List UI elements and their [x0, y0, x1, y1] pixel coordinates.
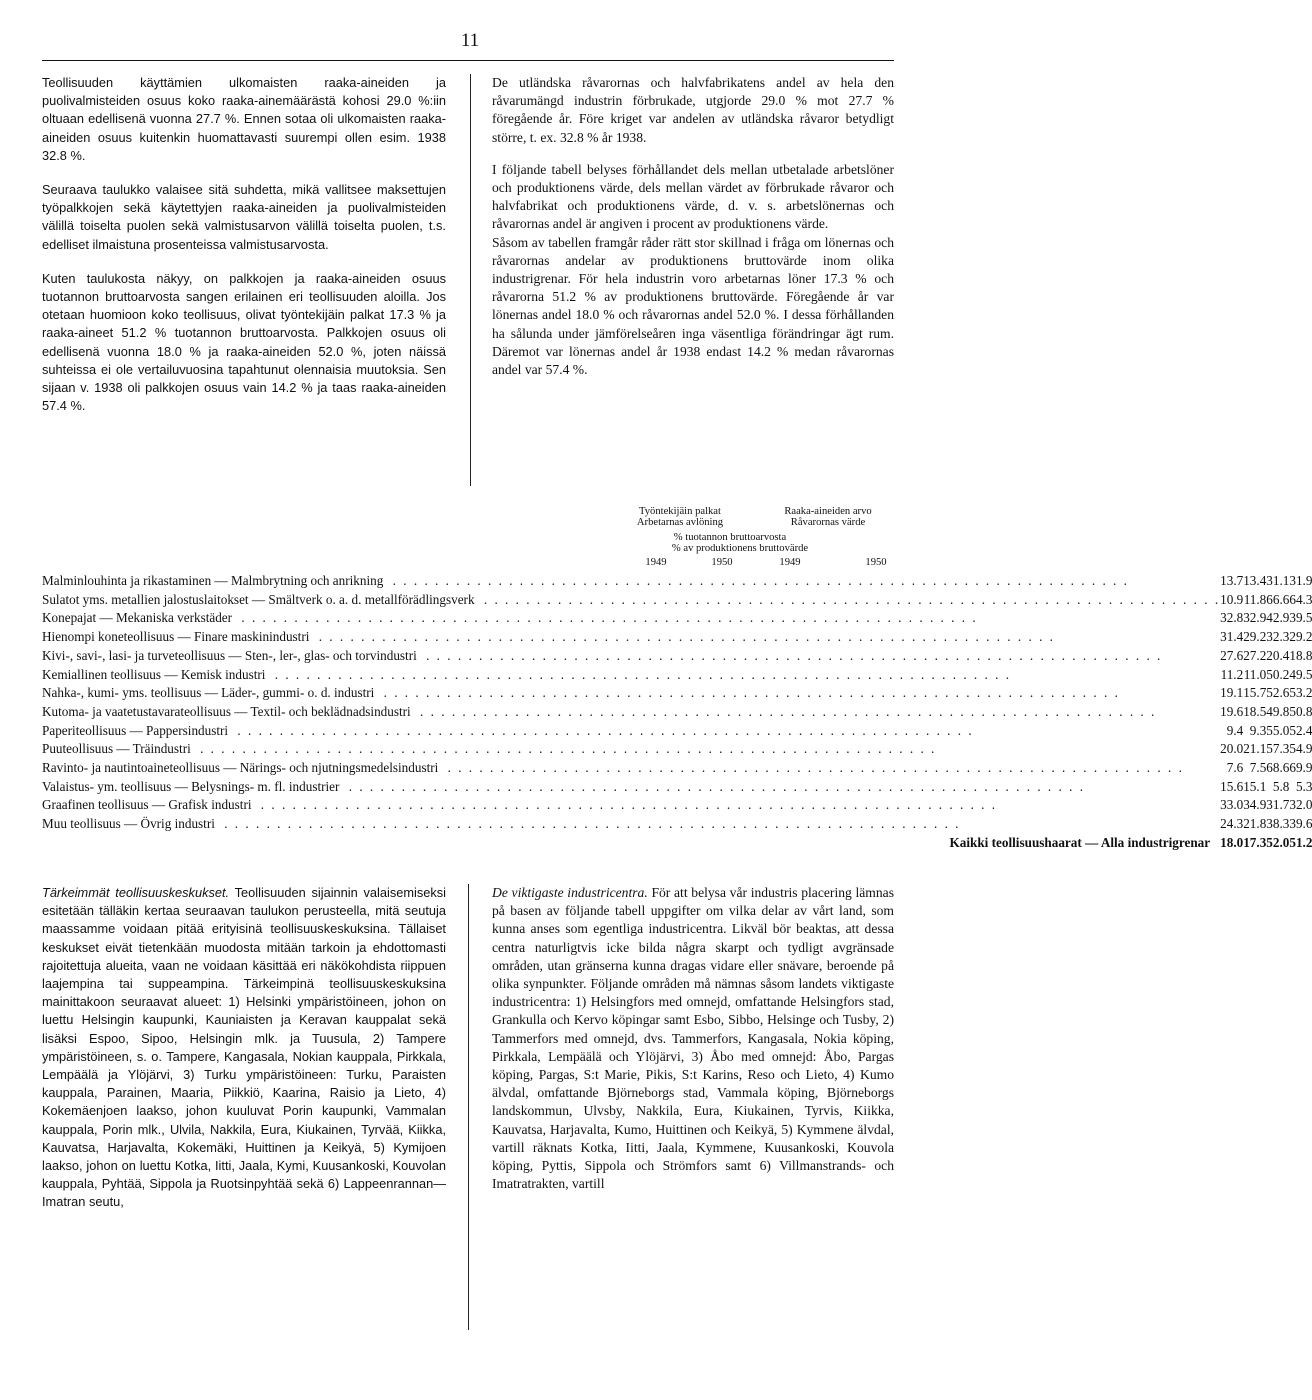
fi-paragraph-centres [42, 884, 446, 1212]
row-label-text: Sulatot yms. metallien jalostuslaitokset — Smältverk o. a. d. metallförädlingsverk [42, 592, 479, 607]
row-value: 5.3 [1295, 778, 1312, 794]
row-value: 21.8 [1243, 816, 1267, 832]
row-value: 29.2 [1243, 629, 1267, 645]
row-value: 15.7 [1243, 685, 1267, 701]
fi-paragraph: Seuraava taulukko valaisee sitä suhdetta, mikä vallitsee maksettujen työpalkkojen sekä käytettyjen raaka-aineiden ja puolivalmisteiden välillä toiselta puolen sekä valmistusarvon välillä toiselta puolen, t.s. edelliset ilmaistuna prosenteissa valmistusarvosta. [42, 182, 446, 252]
row-value: 19.1 [1220, 685, 1244, 701]
row-label [42, 666, 1220, 685]
leader-dots: . . . . . . . . . . . . . . . . . . . . . . . . . . . . . . . . . . . . . . . . . . . . . . . . . . . . . . . . . . . . . . . . . . . . . . [378, 685, 1120, 701]
sv-centres-text: För att belysa vår industris placering lämnas på basen av följande tabell uppgifter om vilka delar av vårt land, som kunna anses som egentliga industricentra. Likväl bör beaktas, att dessa centra naturligtvis icke bilda några skarpt och tydligt avgränsade områden, utan gränserna kunna dragas vidare eller snävare, beroende på olika synpunkter. Följande områden må nämnas såsom landets viktigaste industricentra: 1) Helsingfors med omnejd, omfattande Helsingfors stad, Grankulla och Kervo köpingar samt Esbo, Sibbo, Helsinge och Tusby, 2) Tammerfors med omnejd, dvs. Tammerfors, Kangasala, Nokia köping, Pirkkala, Lempäälä och Ylöjärvi, 3) Åbo med omnejd: Åbo, Pargas köping, Pargas, S:t Marie, Pikis, S:t Karins, Reso och Lieto, 4) Kumo älvdal, omfattande Björneborgs stad, Vammala köping, Björneborgs landskommun, Ulvsby, Nakkila, Eura, Kiukainen, Tyrvis, Kiikka, Kauvatsa, Harjavalta, Kumo, Huittinen och Keikyä, 5) Kymmene älvdal, vartill räknats Kotka, Iitti, Jaala, Kymmene, Kuusankoski, Kouvola köping, Pyttis, Sippola och Strömfors samt 6) Villmanstrands- och Imatratrakten, vartill [492, 885, 894, 1192]
leader-dots: . . . . . . . . . . . . . . . . . . . . . . . . . . . . . . . . . . . . . . . . . . . . . . . . . . . . . . . . . . . . . . . . . . . . . . [218, 816, 961, 832]
row-label [42, 815, 1220, 834]
table-row [42, 722, 1312, 741]
row-value: 7.5 [1249, 760, 1267, 776]
table-row [42, 591, 1312, 610]
row-value: 9.3 [1249, 722, 1267, 738]
row-label [42, 591, 1220, 610]
sv-column-upper [492, 74, 894, 379]
table-row [42, 815, 1312, 834]
table-row [42, 609, 1312, 628]
leader-dots: . . . . . . . . . . . . . . . . . . . . . . . . . . . . . . . . . . . . . . . . . . . . . . . . . . . . . . . . . . . . . . . . . . . . . . [387, 573, 1129, 588]
leader-dots: . . . . . . . . . . . . . . . . . . . . . . . . . . . . . . . . . . . . . . . . . . . . . . . . . . . . . . . . . . . . . . . . . . . . . . [414, 703, 1157, 719]
row-label [42, 647, 1220, 666]
row-value: 49.5 [1289, 666, 1312, 682]
row-value: 31.9 [1289, 573, 1312, 588]
leader-dots: . . . . . . . . . . . . . . . . . . . . . . . . . . . . . . . . . . . . . . . . . . . . . . . . . . . . . . . . . . . . . . . . . . . . . . [232, 722, 974, 738]
row-label-text: Kivi-, savi-, lasi- ja turveteollisuus — Sten-, ler-, glas- och torvindustri [42, 648, 421, 663]
header-year: 1950 [711, 557, 733, 568]
row-value: 52.6 [1266, 685, 1290, 701]
leader-dots: . . . . . . . . . . . . . . . . . . . . . . . . . . . . . . . . . . . . . . . . . . . . . . . . . . . . . . . . . . . . . . . . . . . . . . [313, 629, 1055, 645]
header-rule [42, 60, 894, 61]
sv-paragraph: De utländska råvarornas och halvfabrikatens andel av hela den råvarumängd industrin förbrukade, utgjorde 29.0 % mot 27.7 % föregående år. Före kriget var andelen av utländska råvaror betydligt större, t. ex. 32.8 % år 1938. [492, 75, 894, 145]
row-value: 31.7 [1266, 797, 1290, 813]
fi-column-upper [42, 74, 446, 415]
leader-dots: . . . . . . . . . . . . . . . . . . . . . . . . . . . . . . . . . . . . . . . . . . . . . . . . . . . . . . . . . . . . . . . . . . . . . . [194, 741, 937, 757]
row-value: 10.9 [1220, 591, 1244, 607]
row-value: 31.4 [1220, 629, 1244, 645]
fi-column-lower [42, 884, 446, 1212]
table-row [42, 666, 1312, 685]
row-label [42, 759, 1220, 778]
fi-section-title: Tärkeimmät teollisuuskeskukset. [42, 885, 230, 900]
row-label-text: Puuteollisuus — Träindustri [42, 741, 195, 756]
column-divider [468, 884, 469, 1330]
row-value: 32.9 [1243, 610, 1267, 626]
fi-paragraph: Kuten taulukosta näkyy, on palkkojen ja raaka-aineiden osuus tuotannon bruttoarvosta sangen erilainen eri teollisuuden aloilla. Jos otetaan huomioon koko teollisuus, olivat työntekijäin palkat 17.3 % ja raaka-aineet 51.2 % tuotannon bruttoarvosta. Palkkojen osuus oli edellisenä vuonna 18.0 % ja raaka-aineiden 52.0 %, joten näissä suhteissa ei ole vertailuvuosina tapahtunut olennaisia muutoksia. Sen sijaan v. 1938 oli palkkojen osuus vain 14.2 % ja taas raaka-aineiden 57.4 %. [42, 270, 446, 414]
row-label-text: Nahka-, kumi- yms. teollisuus — Läder-, gummi- o. d. industri [42, 685, 378, 700]
table-row [42, 778, 1312, 797]
table-row [42, 572, 1312, 591]
sv-paragraph-centres [492, 884, 894, 1193]
leader-dots: . . . . . . . . . . . . . . . . . . . . . . . . . . . . . . . . . . . . . . . . . . . . . . . . . . . . . . . . . . . . . . . . . . . . . . [236, 610, 978, 626]
fi-paragraph: Teollisuuden käyttämien ulkomaisten raaka-aineiden ja puolivalmisteiden osuus koko raaka-ainemäärästä kohosi 29.0 %:iin oltuaan edellisenä vuonna 27.7 %. Ennen sotaa oli ulkomaisten raaka-aineiden osuus kuitenkin huomattavasti suurempi ollen esim. 1938 32.8 %. [42, 75, 446, 163]
header-raw-sv: Råvarornas värde [790, 517, 866, 528]
row-value: 27.6 [1220, 647, 1244, 663]
table-row [42, 740, 1312, 759]
row-label [42, 609, 1220, 628]
row-value: 27.2 [1243, 647, 1267, 663]
table-row [42, 647, 1312, 666]
row-label [42, 834, 1220, 853]
row-label [42, 740, 1220, 759]
row-value: 39.5 [1289, 610, 1312, 626]
row-value: 11.0 [1243, 666, 1267, 682]
row-value: 20.4 [1266, 647, 1290, 663]
row-value: 21.1 [1243, 741, 1267, 757]
sv-paragraph: I följande tabell belyses förhållandet dels mellan utbetalade arbetslöner och produktionens värde, dels mellan värdet av förbrukade råvaror och halvfabrikat och produktionens värde, d. v. s. arbetslönernas och råvarornas andel är angiven i procent av produktionens värde. [492, 161, 894, 232]
row-value: 57.3 [1266, 741, 1290, 757]
row-label-text: Hienompi koneteollisuus — Finare maskinindustri [42, 629, 313, 644]
fi-centres-text: Teollisuuden sijainnin valaisemiseksi esitetään tälläkin kertaa seuraavan taulukon perusteella, mitä seutuja maassamme voidaan pitää erityisinä teollisuuskeskuksina. Tällaiset keskukset eivät tietenkään muodosta mitään tarkoin ja ehdottomasti rajoitettuja alueita, vaan ne voidaan käsittää eri näkökohdista riippuen laajempina tai suppeampina. Tärkeimpinä teollisuuskeskuksina mainittakoon seuraavat alueet: 1) Helsinki ympäristöineen, johon on luettu Helsingin kaupunki, Kauniaisten ja Keravan kauppalat sekä lisäksi Espoo, Sipoo, Helsingin mlk. ja Tuusula, 2) Tampere ympäristöineen, s. o. Tampere, Kangasala, Nokian kauppala, Pirkkala, Lempäälä ja Ylöjärvi, 3) Turku ympäristöineen: Turku, Paraisten kauppala, Parainen, Maaria, Piikkiö, Kaarina, Raisio ja Lieto, 4) Kokemäenjoen laakso, johon kuuluvat Porin kaupunki, Vammalan kauppala, Porin mlk., Ulvila, Nakkila, Eura, Kiukainen, Tyrvää, Kiikka, Kauvatsa, Harjavalta, Kokemäki, Huittinen ja Keikyä, 5) Kymijoen laakso, johon on luettu Kotka, Iitti, Jaala, Kymi, Kuusankoski, Kouvolan kauppala, Pyhtää, Sippola ja Ruotsinpyhtää sekä 6) Lappeenrannan—Imatran seutu, [42, 885, 446, 1210]
column-divider [470, 74, 471, 486]
header-year: 1949 [779, 557, 801, 568]
row-value: 7.6 [1226, 760, 1244, 776]
row-value: 9.4 [1226, 722, 1244, 738]
row-value: 68.6 [1266, 760, 1290, 776]
row-label-text: Kutoma- ja vaatetustavarateollisuus — Textil- och beklädnadsindustri [42, 704, 415, 719]
row-label-text: Ravinto- ja nautintoaineteollisuus — Närings- och njutningsmedelsindustri [42, 760, 442, 775]
table-row [42, 796, 1312, 815]
header-wages: Työntekijäin palkat [639, 506, 721, 517]
row-label-text: Konepajat — Mekaniska verkstäder [42, 610, 236, 625]
table-total-row [42, 834, 1312, 853]
row-value: 24.3 [1220, 816, 1244, 832]
row-value: 34.9 [1243, 797, 1267, 813]
row-value: 50.8 [1289, 703, 1312, 719]
row-label-text: Malminlouhinta ja rikastaminen — Malmbrytning och anrikning [42, 573, 387, 588]
row-label-text: Valaistus- ym. teollisuus — Belysnings- m. fl. industrier [42, 779, 343, 794]
row-value: 52.4 [1289, 722, 1312, 738]
sv-column-lower [492, 884, 894, 1193]
row-label [42, 703, 1220, 722]
row-value: 19.6 [1220, 703, 1244, 719]
leader-dots: . . . . . . . . . . . . . . . . . . . . . . . . . . . . . . . . . . . . . . . . . . . . . . . . . . . . . . . . . . . . . . . . . . . . . . [343, 778, 1085, 794]
table-row [42, 628, 1312, 647]
row-value: 38.3 [1266, 816, 1290, 832]
row-label [42, 628, 1220, 647]
row-value: 53.2 [1289, 685, 1312, 701]
row-label-text: Kemiallinen teollisuus — Kemisk industri [42, 667, 269, 682]
row-label-text: Graafinen teollisuus — Grafisk industri [42, 797, 256, 812]
row-value: 11.8 [1243, 591, 1267, 607]
header-year: 1950 [865, 557, 887, 568]
header-pct-sv: % av produktionens bruttovärde [671, 543, 809, 554]
row-value: 51.2 [1289, 834, 1312, 850]
row-label-text: Muu teollisuus — Övrig industri [42, 816, 219, 831]
row-label-text: Paperiteollisuus — Pappersindustri [42, 723, 232, 738]
row-label [42, 572, 1220, 591]
row-value: 32.3 [1266, 629, 1290, 645]
sv-section-title: De viktigaste industricentra. [492, 885, 648, 900]
row-value: 64.3 [1289, 591, 1312, 607]
row-value: 55.0 [1266, 722, 1290, 738]
row-value: 18.0 [1220, 834, 1244, 850]
industry-table [42, 572, 1312, 853]
row-label [42, 778, 1220, 797]
leader-dots: . . . . . . . . . . . . . . . . . . . . . . . . . . . . . . . . . . . . . . . . . . . . . . . . . . . . . . . . . . . . . . . . . . . . . . [478, 591, 1221, 607]
row-value: 33.0 [1220, 797, 1244, 813]
row-value: 69.9 [1289, 760, 1312, 776]
row-value: 5.8 [1272, 778, 1290, 794]
row-value: 49.8 [1266, 703, 1290, 719]
row-value: 54.9 [1289, 741, 1312, 757]
header-raw: Raaka-aineiden arvo [784, 506, 872, 517]
header-year: 1949 [645, 557, 667, 568]
row-value: 42.9 [1266, 610, 1290, 626]
row-value: 11.2 [1220, 666, 1244, 682]
row-value: 17.3 [1243, 834, 1267, 850]
page-number: 11 [460, 30, 480, 51]
row-value: 66.6 [1266, 591, 1290, 607]
table-header [600, 506, 900, 570]
row-label [42, 796, 1220, 815]
row-label [42, 684, 1220, 703]
header-pct-fi: % tuotannon bruttoarvosta [673, 532, 787, 543]
row-value: 18.8 [1289, 647, 1312, 663]
row-value: 13.4 [1243, 573, 1267, 588]
row-label [42, 722, 1220, 741]
leader-dots: . . . . . . . . . . . . . . . . . . . . . . . . . . . . . . . . . . . . . . . . . . . . . . . . . . . . . . . . . . . . . . . . . . . . . . [269, 666, 1011, 682]
row-label-text: Kaikki teollisuushaarat — Alla industrigrenar [950, 835, 1215, 850]
row-value: 50.2 [1266, 666, 1290, 682]
row-value: 39.6 [1289, 816, 1312, 832]
row-value: 20.0 [1220, 741, 1244, 757]
table-row [42, 759, 1312, 778]
leader-dots: . . . . . . . . . . . . . . . . . . . . . . . . . . . . . . . . . . . . . . . . . . . . . . . . . . . . . . . . . . . . . . . . . . . . . . [420, 647, 1163, 663]
row-value: 15.6 [1220, 778, 1244, 794]
row-value: 13.7 [1220, 573, 1244, 588]
row-value: 32.8 [1220, 610, 1244, 626]
row-value: 15.1 [1243, 778, 1267, 794]
leader-dots: . . . . . . . . . . . . . . . . . . . . . . . . . . . . . . . . . . . . . . . . . . . . . . . . . . . . . . . . . . . . . . . . . . . . . . [442, 760, 1184, 776]
row-value: 32.0 [1289, 797, 1312, 813]
row-value: 29.2 [1289, 629, 1312, 645]
table-row [42, 684, 1312, 703]
row-value: 31.1 [1266, 573, 1290, 588]
row-value: 18.5 [1243, 703, 1267, 719]
header-wages-sv: Arbetarnas avlöning [636, 517, 724, 528]
sv-paragraph: Såsom av tabellen framgår råder rätt stor skillnad i fråga om lönernas och råvarornas andelar av produktionens bruttovärde inom olika industrigrenar. För hela industrin voro arbetarnas löner 17.3 % och råvarorna 51.2 % av produktionens bruttovärde. Föregående år var lönernas andel 18.0 % och råvarornas andel 52.0 %. I dessa förhållanden ha sålunda under jämförelseåren inga väsentliga förändringar ägt rum. Däremot var lönernas andel år 1938 endast 14.2 % medan råvarornas andel var 57.4 %. [492, 234, 894, 378]
table-row [42, 703, 1312, 722]
leader-dots: . . . . . . . . . . . . . . . . . . . . . . . . . . . . . . . . . . . . . . . . . . . . . . . . . . . . . . . . . . . . . . . . . . . . . . [255, 797, 998, 813]
row-value: 52.0 [1266, 834, 1290, 850]
